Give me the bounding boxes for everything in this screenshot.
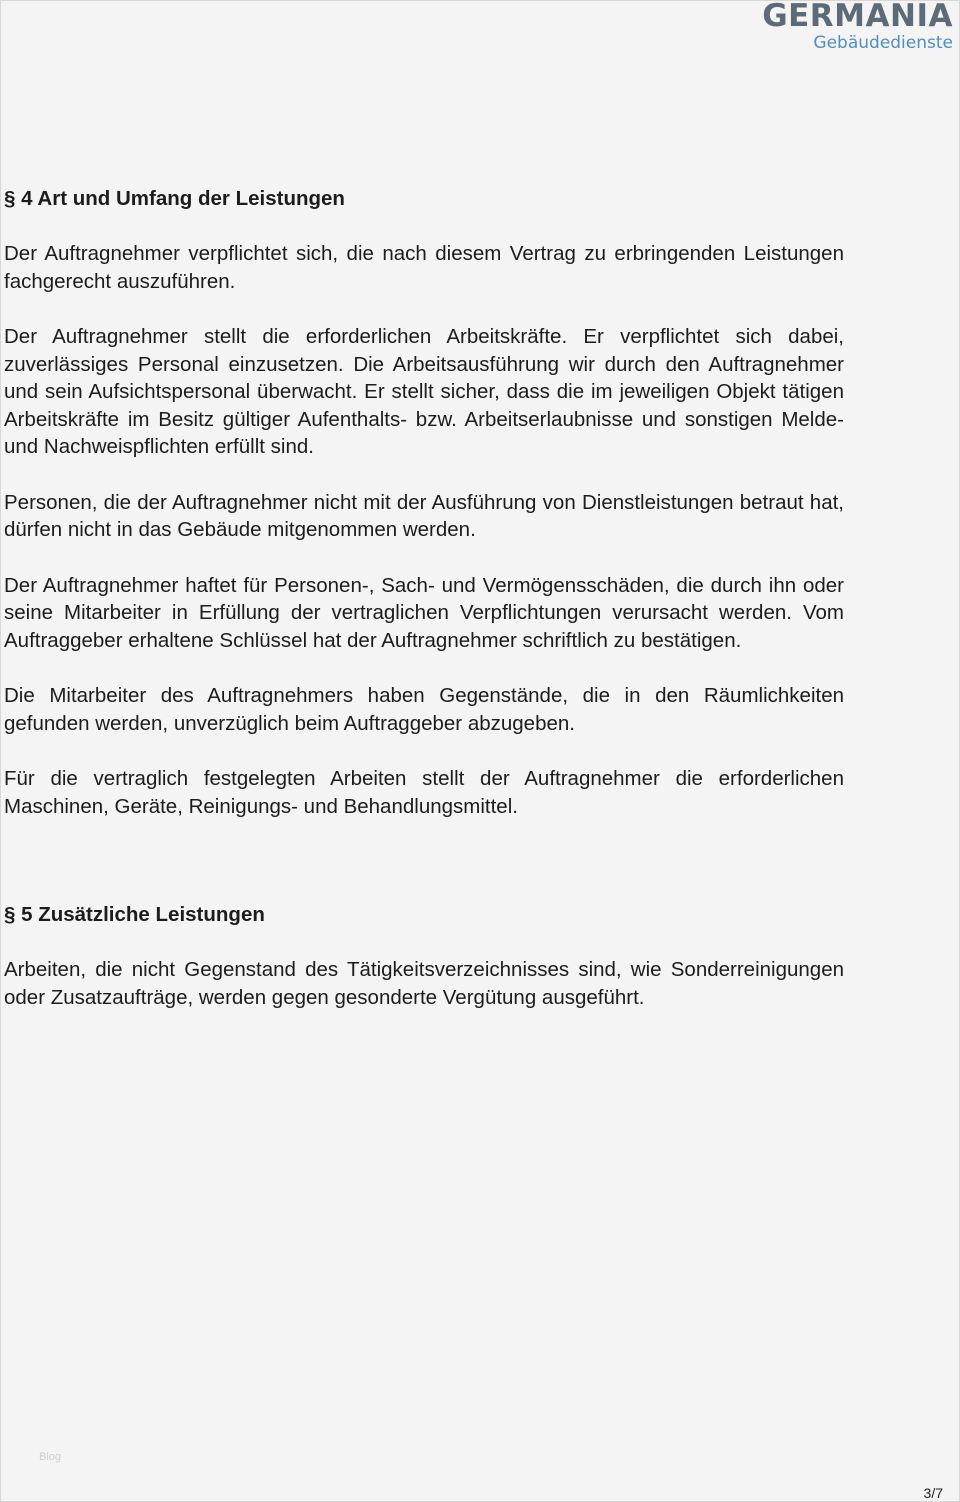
company-logo xyxy=(762,1,953,52)
section-5-heading: § 5 Zusätzliche Leistungen xyxy=(4,903,265,926)
section-4-paragraph-5: Die Mitarbeiter des Auftragnehmers haben Gegenstände, die in den Räumlichkeiten gefunden werden, unverzüglich beim Auftraggeber abzugeben. xyxy=(4,684,844,735)
watermark-text: Blog xyxy=(39,1451,62,1463)
section-4-paragraph-2: Der Auftragnehmer stellt die erforderlichen Arbeitskräfte. Er verpflichtet sich dabei, zuverlässiges Personal einzusetzen. Die Arbeitsausführung wir durch den Auftragnehmer und sein Aufsichtspersonal überwacht. Er stellt sicher, dass die im jeweiligen Objekt tätigen Arbeitskräfte im Besitz gültiger Aufenthalts- bzw. Arbeitserlaubnisse und sonstigen Melde- und Nachweispflichten erfüllt sind. xyxy=(4,325,844,458)
logo-subtitle: Gebäudedienste xyxy=(813,33,953,53)
section-4-paragraph-1: Der Auftragnehmer verpflichtet sich, die nach diesem Vertrag zu erbringenden Leistungen fachgerecht auszuführen. xyxy=(4,242,844,293)
section-4-paragraph-3: Personen, die der Auftragnehmer nicht mit der Ausführung von Dienstleistungen betraut hat, dürfen nicht in das Gebäude mitgenommen werden. xyxy=(4,490,844,541)
section-4-heading: § 4 Art und Umfang der Leistungen xyxy=(4,187,345,210)
logo-wordmark: GERMANIA xyxy=(762,0,953,34)
document-body xyxy=(4,184,844,1011)
page-number: 3/7 xyxy=(923,1485,943,1501)
section-4-paragraph-4: Der Auftragnehmer haftet für Personen-, Sach- und Vermögensschäden, die durch ihn oder seine Mitarbeiter in Erfüllung der vertraglichen Verpflichtungen verursacht werden. Vom Auftraggeber erhaltene Schlüssel hat der Auftragnehmer schriftlich zu bestätigen. xyxy=(4,573,844,652)
section-4-paragraph-6: Für die vertraglich festgelegten Arbeiten stellt der Auftragnehmer die erforderlichen Maschinen, Geräte, Reinigungs- und Behandlungsmittel. xyxy=(4,767,844,818)
section-5-paragraph-1: Arbeiten, die nicht Gegenstand des Tätigkeitsverzeichnisses sind, wie Sonderreinigungen oder Zusatzaufträge, werden gegen gesonderte Vergütung ausgeführt. xyxy=(4,958,844,1009)
